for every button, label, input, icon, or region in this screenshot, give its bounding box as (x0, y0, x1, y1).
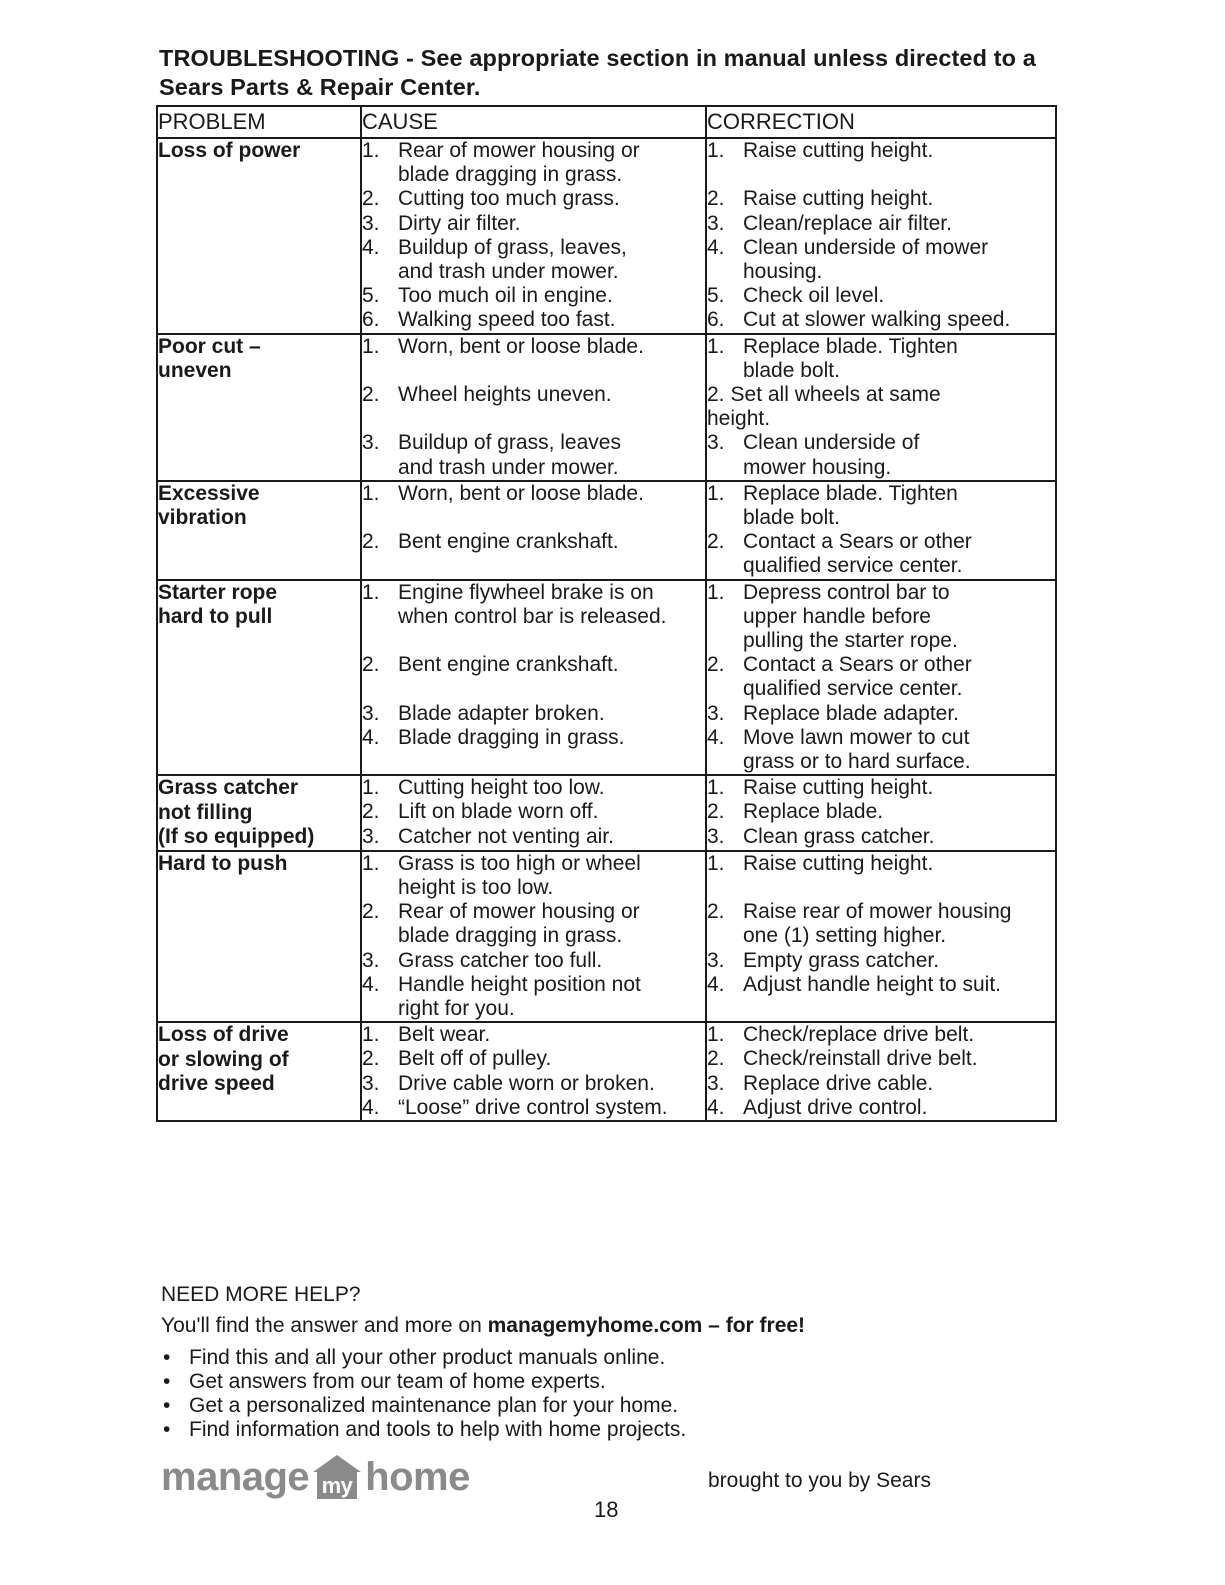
troubleshooting-table (156, 105, 1057, 1122)
item-number: 3. (362, 824, 380, 848)
item-number: 3. (362, 948, 380, 972)
cause-item (362, 187, 705, 211)
item-number: 2. (362, 800, 380, 824)
item-text: Worn, bent or loose blade. (398, 334, 644, 358)
item-text: Raise cutting height. (743, 187, 934, 211)
cause-item (362, 949, 705, 973)
correction-cell (706, 580, 1056, 776)
correction-cell (706, 138, 1056, 334)
cause-item (362, 825, 705, 849)
item-number: 5. (707, 284, 725, 308)
item-text: Raise cutting height. (743, 139, 934, 162)
correction-item (707, 335, 1055, 383)
help-lead-text: You'll find the answer and more on (161, 1314, 488, 1337)
problem-text: Loss of power (158, 139, 301, 162)
help-lead-line (161, 1312, 1061, 1340)
item-number: 1. (707, 580, 725, 604)
cause-item (362, 308, 705, 332)
cause-item (362, 702, 705, 726)
item-text: Grass is too high or wheel height is too low. (398, 851, 641, 899)
correction-item (707, 212, 1055, 236)
item-number: 4. (362, 1095, 380, 1119)
item-text: Drive cable worn or broken. (398, 1071, 655, 1095)
correction-item (707, 776, 1055, 800)
problem-text: Poor cut – uneven (158, 334, 261, 383)
correction-item (707, 530, 1055, 578)
item-text: Blade dragging in grass. (398, 725, 625, 749)
cause-item (362, 1047, 705, 1071)
item-number: 1. (707, 1023, 725, 1047)
item-text: Cutting too much grass. (398, 187, 620, 211)
problem-text: Loss of drive or slowing of drive speed (158, 1023, 289, 1096)
item-number: 1. (362, 1023, 380, 1047)
correction-item (707, 900, 1055, 948)
table-row (157, 1022, 1056, 1121)
item-text: Adjust handle height to suit. (743, 972, 1002, 996)
correction-item (707, 284, 1055, 308)
item-text: Clean/replace air filter. (743, 211, 952, 235)
cause-cell (361, 481, 706, 580)
item-text: Rear of mower housing or blade dragging in grass. (398, 900, 640, 948)
correction-item (707, 1047, 1055, 1071)
byline: brought to you by Sears (708, 1469, 931, 1492)
item-text: Check/replace drive belt. (743, 1023, 975, 1047)
item-text: Empty grass catcher. (743, 948, 940, 972)
bullet-icon: • (163, 1370, 171, 1393)
bullet-text: Get a personalized maintenance plan for your home. (189, 1394, 679, 1417)
item-number: 4. (707, 235, 725, 259)
item-text: Raise cutting height. (743, 776, 934, 800)
cause-item (362, 581, 705, 629)
item-number: 4. (362, 972, 380, 996)
item-number: 3. (707, 211, 725, 235)
item-text: Belt off of pulley. (398, 1047, 552, 1071)
cause-item (362, 1096, 705, 1120)
item-text: Worn, bent or loose blade. (398, 481, 644, 505)
correction-item (707, 852, 1055, 876)
item-text: “Loose” drive control system. (398, 1095, 668, 1119)
correction-cell (706, 1022, 1056, 1121)
item-number: 3. (707, 1071, 725, 1095)
problem-text: Starter rope hard to pull (158, 580, 278, 629)
item-number: 1. (707, 334, 725, 358)
help-bullet-list (161, 1346, 1061, 1442)
header-cause: CAUSE (361, 106, 706, 138)
item-number: 4. (707, 725, 725, 749)
correction-item (707, 973, 1055, 997)
list-item (161, 1394, 1061, 1418)
item-text: Contact a Sears or other qualified service center. (743, 530, 972, 578)
problem-text: Grass catcher not filling (If so equipped) (158, 776, 315, 849)
correction-item (707, 825, 1055, 849)
item-number: 1. (707, 851, 725, 875)
cause-item (362, 973, 705, 1021)
item-text: Replace blade. (743, 800, 884, 824)
cause-cell (361, 1022, 706, 1121)
item-number: 2. (362, 653, 380, 677)
item-text: Raise cutting height. (743, 851, 934, 875)
bullet-icon: • (163, 1418, 171, 1441)
cause-cell (361, 138, 706, 334)
table-row (157, 481, 1056, 580)
item-text: Replace blade. Tighten blade bolt. (743, 334, 958, 382)
item-text: Set all wheels at same height. (707, 383, 941, 431)
cause-item (362, 335, 705, 359)
item-text: Belt wear. (398, 1023, 491, 1047)
item-number: 1. (362, 481, 380, 505)
item-text: Engine flywheel brake is on when control bar is released. (398, 580, 667, 628)
cause-item (362, 653, 705, 677)
table-header-row (157, 106, 1056, 138)
correction-cell (706, 334, 1056, 481)
item-number: 4. (362, 235, 380, 259)
problem-cell (157, 851, 361, 1022)
cause-item (362, 776, 705, 800)
cause-item (362, 1072, 705, 1096)
item-number: 2. (707, 383, 725, 407)
correction-item (707, 431, 1055, 479)
item-number: 1. (362, 334, 380, 358)
item-text: Handle height position not right for you. (398, 972, 641, 1020)
cause-item (362, 236, 705, 284)
cause-item (362, 383, 705, 407)
problem-cell (157, 775, 361, 851)
house-icon (312, 1454, 362, 1500)
cause-item (362, 1023, 705, 1047)
item-text: Cut at slower walking speed. (743, 308, 1011, 332)
cause-item (362, 530, 705, 554)
bullet-icon: • (163, 1394, 171, 1417)
item-number: 6. (362, 308, 380, 332)
item-number: 2. (362, 530, 380, 554)
item-number: 6. (707, 308, 725, 332)
problem-cell (157, 334, 361, 481)
correction-item (707, 653, 1055, 701)
help-question: NEED MORE HELP? (161, 1283, 361, 1306)
table-row (157, 334, 1056, 481)
item-number: 4. (707, 1095, 725, 1119)
cause-item (362, 212, 705, 236)
item-number: 5. (362, 284, 380, 308)
item-number: 3. (707, 431, 725, 455)
item-text: Clean underside of mower housing. (743, 235, 989, 283)
problem-text: Hard to push (158, 851, 288, 875)
item-number: 2. (362, 383, 380, 407)
item-number: 2. (707, 900, 725, 924)
correction-item (707, 726, 1055, 774)
item-text: Buildup of grass, leaves and trash under mower. (398, 431, 621, 479)
cause-item (362, 431, 705, 479)
item-text: Wheel heights uneven. (398, 383, 612, 407)
cause-item (362, 900, 705, 948)
problem-text: Excessive vibration (158, 481, 260, 530)
list-item (161, 1418, 1061, 1442)
cause-item (362, 139, 705, 187)
item-number: 3. (362, 431, 380, 455)
item-text: Bent engine crankshaft. (398, 653, 619, 677)
problem-cell (157, 138, 361, 334)
header-problem: PROBLEM (157, 106, 361, 138)
correction-item (707, 139, 1055, 163)
item-number: 2. (362, 1047, 380, 1071)
page-title: TROUBLESHOOTING - See appropriate section in manual unless directed to a Sears Parts & Repair Center. (159, 45, 1036, 100)
logo-word-manage: manage (161, 1454, 310, 1499)
page-number: 18 (594, 1497, 619, 1522)
bullet-icon: • (163, 1346, 171, 1369)
item-number: 4. (707, 972, 725, 996)
item-number: 3. (707, 824, 725, 848)
item-text: Depress control bar to upper handle before pulling the starter rope. (743, 580, 958, 653)
item-text: Check oil level. (743, 284, 885, 308)
item-text: Grass catcher too full. (398, 948, 603, 972)
item-number: 2. (707, 800, 725, 824)
item-number: 3. (707, 948, 725, 972)
item-number: 1. (362, 776, 380, 800)
item-number: 3. (362, 211, 380, 235)
correction-item (707, 236, 1055, 284)
item-text: Clean underside of mower housing. (743, 431, 920, 479)
item-number: 2. (707, 653, 725, 677)
logo-badge-text: my (321, 1473, 353, 1498)
logo-word-home: home (365, 1454, 470, 1499)
item-number: 1. (362, 580, 380, 604)
correction-item (707, 1023, 1055, 1047)
cause-item (362, 726, 705, 750)
help-section (161, 1282, 1061, 1442)
problem-cell (157, 1022, 361, 1121)
correction-item (707, 800, 1055, 824)
item-text: Too much oil in engine. (398, 284, 613, 308)
item-number: 3. (362, 1071, 380, 1095)
table-row (157, 851, 1056, 1022)
cause-item (362, 852, 705, 900)
item-text: Replace blade adapter. (743, 701, 959, 725)
help-site-link[interactable]: managemyhome.com – for free! (487, 1314, 806, 1337)
item-number: 2. (707, 1047, 725, 1071)
list-item (161, 1346, 1061, 1370)
item-text: Adjust drive control. (743, 1095, 928, 1119)
correction-item (707, 308, 1055, 332)
cause-cell (361, 775, 706, 851)
correction-cell (706, 481, 1056, 580)
item-text: Blade adapter broken. (398, 701, 605, 725)
item-number: 2. (707, 530, 725, 554)
list-item (161, 1370, 1061, 1394)
item-text: Buildup of grass, leaves, and trash under mower. (398, 235, 627, 284)
item-text: Replace drive cable. (743, 1071, 934, 1095)
item-number: 1. (362, 851, 380, 875)
managemyhome-logo (161, 1452, 470, 1502)
item-text: Dirty air filter. (398, 211, 521, 235)
item-text: Move lawn mower to cut grass or to hard surface. (743, 725, 971, 774)
item-text: Replace blade. Tighten blade bolt. (743, 481, 958, 530)
item-text: Check/reinstall drive belt. (743, 1047, 978, 1071)
item-number: 2. (362, 900, 380, 924)
correction-item (707, 949, 1055, 973)
item-text: Cutting height too low. (398, 776, 605, 800)
item-number: 1. (707, 139, 725, 162)
item-number: 1. (362, 139, 380, 162)
table-row (157, 580, 1056, 776)
item-text: Walking speed too fast. (398, 308, 616, 332)
item-number: 1. (707, 481, 725, 505)
correction-item (707, 581, 1055, 654)
correction-item (707, 187, 1055, 211)
table-body (157, 138, 1056, 1121)
correction-item (707, 1096, 1055, 1120)
bullet-text: Find this and all your other product manuals online. (189, 1346, 666, 1369)
cause-cell (361, 334, 706, 481)
item-text: Rear of mower housing or blade dragging in grass. (398, 139, 640, 187)
cause-item (362, 800, 705, 824)
item-number: 3. (362, 701, 380, 725)
item-text: Clean grass catcher. (743, 824, 935, 848)
bullet-text: Get answers from our team of home experts. (189, 1370, 606, 1393)
item-number: 1. (707, 776, 725, 800)
cause-item (362, 482, 705, 506)
item-text: Catcher not venting air. (398, 824, 614, 848)
item-number: 4. (362, 725, 380, 749)
table-row (157, 775, 1056, 851)
header-correction: CORRECTION (706, 106, 1056, 138)
item-number: 2. (362, 187, 380, 211)
cause-item (362, 284, 705, 308)
item-text: Bent engine crankshaft. (398, 530, 619, 554)
correction-cell (706, 851, 1056, 1022)
correction-item (707, 383, 1055, 431)
correction-cell (706, 775, 1056, 851)
correction-item (707, 1072, 1055, 1096)
problem-cell (157, 580, 361, 776)
cause-cell (361, 851, 706, 1022)
item-text: Lift on blade worn off. (398, 800, 599, 824)
item-number: 2. (707, 187, 725, 211)
problem-cell (157, 481, 361, 580)
correction-item (707, 702, 1055, 726)
cause-cell (361, 580, 706, 776)
correction-item (707, 482, 1055, 530)
bullet-text: Find information and tools to help with home projects. (189, 1418, 687, 1441)
item-number: 3. (707, 701, 725, 725)
item-text: Contact a Sears or other qualified service center. (743, 653, 972, 701)
item-text: Raise rear of mower housing one (1) setting higher. (743, 900, 1012, 948)
table-row (157, 138, 1056, 334)
